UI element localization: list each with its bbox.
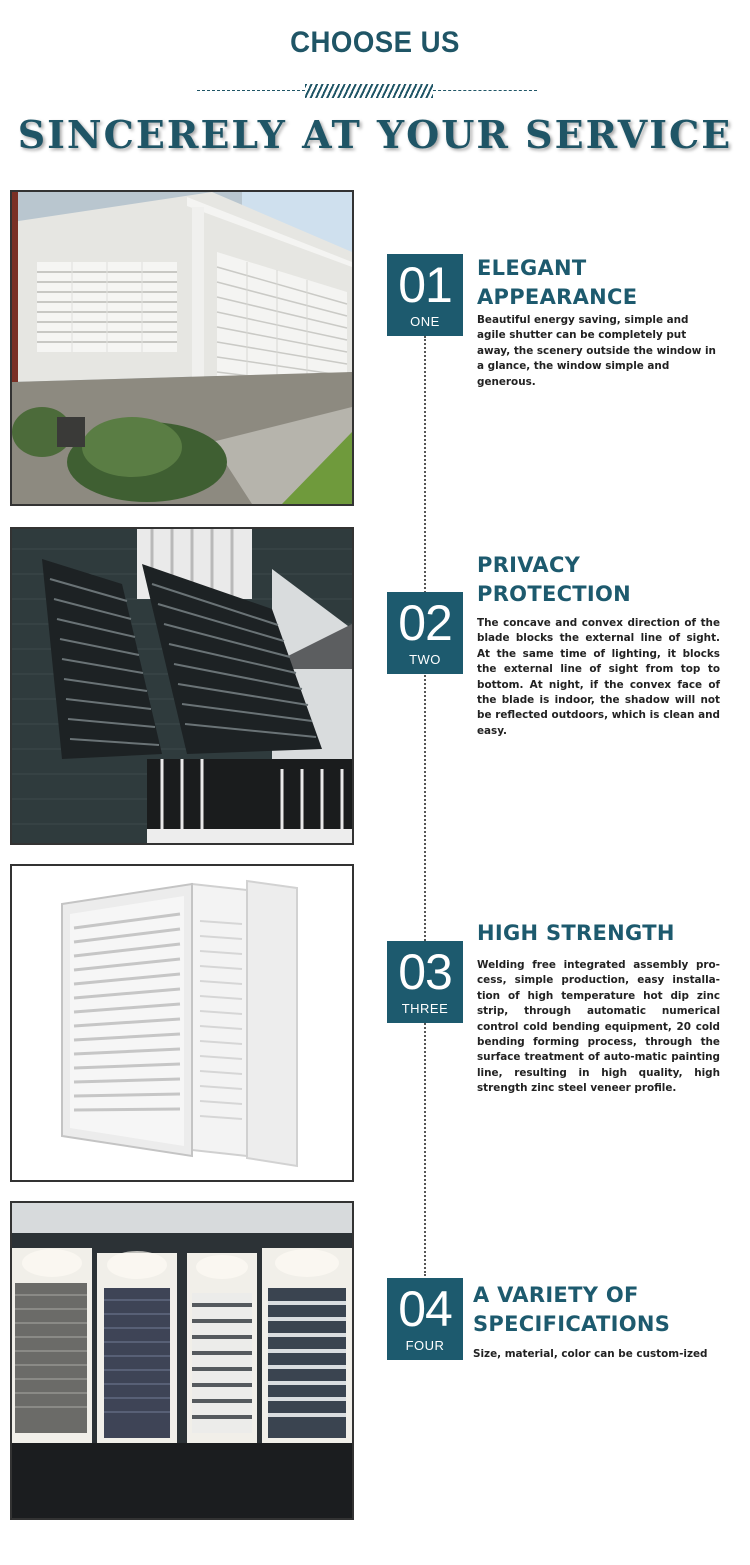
white-shutter-panels-photo	[10, 864, 354, 1182]
feature-title-line: ELEGANT	[477, 256, 587, 280]
number-badge-04	[387, 1278, 463, 1360]
feature-title-line: HIGH STRENGTH	[477, 921, 675, 945]
badge-word: FOUR	[405, 1338, 445, 1353]
page-title: CHOOSE US	[290, 26, 460, 59]
feature-title-line: SPECIFICATIONS	[473, 1312, 671, 1336]
feature-title-02	[477, 551, 737, 609]
feature-text-03: Welding free integrated assembly pro-cess, simple production, easy installa-tion of high temperature hot dip zinc strip, through automatic numerical control cold bending equipment, 20 cold bending forming process, through the surface treatment of auto-matic painting line, resulting in high quality, high strength zinc steel veneer profile.	[477, 959, 720, 1095]
divider-hatch	[305, 84, 433, 98]
number-badge-03	[387, 941, 463, 1023]
feature-title-line: PROTECTION	[477, 582, 632, 606]
feature-title-line: APPEARANCE	[477, 285, 638, 309]
badge-word: ONE	[410, 314, 440, 329]
feature-title-04	[473, 1281, 733, 1339]
feature-title-line: A VARIETY OF	[473, 1283, 639, 1307]
badge-number: 03	[398, 944, 452, 1000]
number-badge-01	[387, 254, 463, 336]
feature-title-03	[477, 919, 737, 948]
divider-line-right	[433, 90, 537, 91]
page-subtitle: SINCERELY AT YOUR SERVICE	[17, 112, 733, 157]
badge-number: 02	[398, 595, 452, 651]
dark-awning-shutters-photo	[10, 527, 354, 845]
badge-number: 04	[398, 1281, 452, 1337]
number-badge-02	[387, 592, 463, 674]
badge-word: TWO	[409, 652, 441, 667]
feature-text-04: Size, material, color can be custom-ized	[473, 1348, 708, 1360]
feature-title-line: PRIVACY	[477, 553, 581, 577]
house-with-white-shutters-photo	[10, 190, 354, 506]
badge-word: THREE	[401, 1001, 449, 1016]
timeline-line	[424, 336, 426, 1276]
feature-text-01: Beautiful energy saving, simple and agile shutter can be completely put away, the scenery outside the window in a glance, the window simple and generous.	[477, 314, 716, 388]
feature-text-02: The concave and convex direction of the blade blocks the external line of sight. At the same time of lighting, it blocks the external line of sight from top to bottom. At night, if the convex face of the blade is indoor, the shadow will not be reflected outdoors, which is clean and easy.	[477, 617, 720, 737]
title-divider	[197, 84, 537, 98]
divider-line-left	[197, 90, 305, 91]
showroom-blinds-photo	[10, 1201, 354, 1520]
feature-title-01	[477, 254, 737, 312]
badge-number: 01	[398, 257, 452, 313]
